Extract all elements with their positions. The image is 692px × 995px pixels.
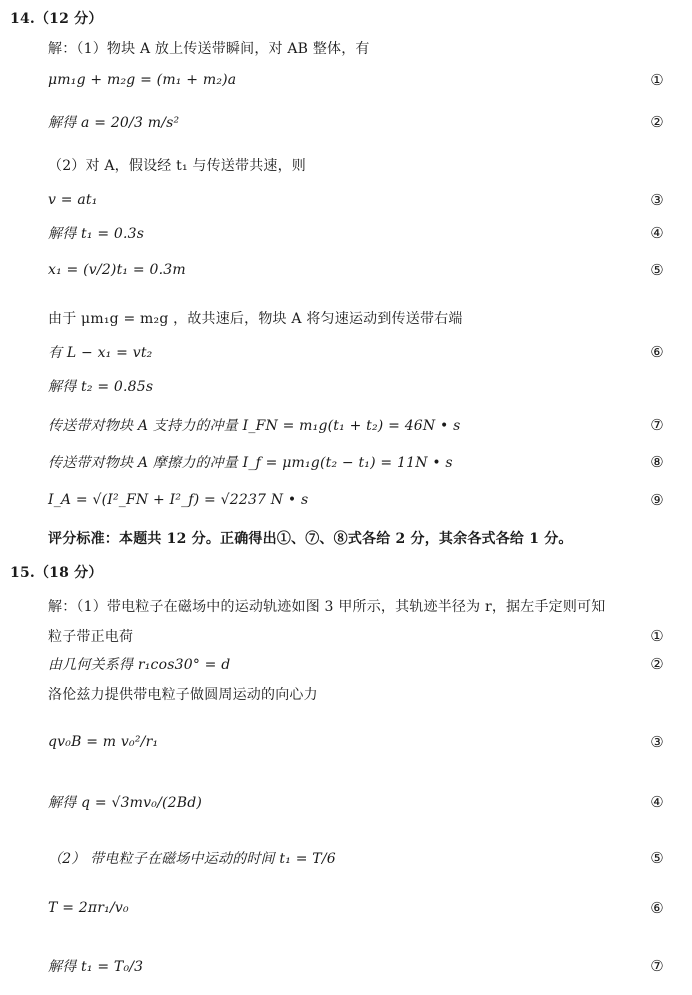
solution-text: 评分标准：本题共 12 分。正确得出①、⑦、⑧式各给 2 分，其余各式各给 1 分。 bbox=[48, 531, 573, 547]
solution-text: qv₀B = m v₀²/r₁ bbox=[48, 734, 159, 750]
solution-line bbox=[0, 337, 692, 367]
solution-line bbox=[0, 951, 692, 981]
solution-line bbox=[0, 787, 692, 817]
solution-text: 由几何关系得 r₁cos30° = d bbox=[48, 657, 231, 673]
solution-line bbox=[0, 410, 692, 440]
solution-line bbox=[0, 727, 692, 757]
solution-text: 解得 a = 20/3 m/s² bbox=[48, 115, 180, 131]
solution-text: μm₁g + m₂g = (m₁ + m₂)a bbox=[48, 72, 237, 88]
solution-text: 解得 t₂ = 0.85s bbox=[48, 379, 154, 395]
equation-number: ① bbox=[650, 627, 664, 645]
solution-line bbox=[0, 447, 692, 477]
solution-line bbox=[0, 33, 692, 63]
equation-number: ⑤ bbox=[650, 849, 664, 867]
solution-text: 解：（1）物块 A 放上传送带瞬间，对 AB 整体，有 bbox=[48, 41, 370, 57]
solution-text: 有 L − x₁ = vt₂ bbox=[48, 345, 153, 361]
question-heading: 14.（12 分） bbox=[10, 11, 103, 27]
solution-line bbox=[0, 621, 692, 651]
solution-line bbox=[0, 3, 692, 33]
solution-line bbox=[0, 557, 692, 587]
solution-line bbox=[0, 485, 692, 515]
solution-line bbox=[0, 185, 692, 215]
equation-number: ④ bbox=[650, 224, 664, 242]
solution-text: 洛伦兹力提供带电粒子做圆周运动的向心力 bbox=[48, 687, 318, 703]
equation-number: ⑥ bbox=[650, 343, 664, 361]
solution-line bbox=[0, 65, 692, 95]
solution-text: x₁ = (v/2)t₁ = 0.3m bbox=[48, 262, 186, 278]
solution-text: 解得 t₁ = T₀/3 bbox=[48, 959, 144, 975]
solution-line bbox=[0, 591, 692, 621]
equation-number: ③ bbox=[650, 191, 664, 209]
solution-text: I_A = √(I²_FN + I²_f) = √2237 N • s bbox=[48, 492, 309, 508]
solution-line bbox=[0, 523, 692, 553]
solution-line bbox=[0, 150, 692, 180]
equation-number: ⑤ bbox=[650, 261, 664, 279]
solution-line bbox=[0, 843, 692, 873]
equation-number: ② bbox=[650, 655, 664, 673]
solution-text: 传送带对物块 A 支持力的冲量 I_FN = m₁g(t₁ + t₂) = 46N • s bbox=[48, 418, 461, 434]
solution-text: 解得 q = √3mv₀/(2Bd) bbox=[48, 795, 203, 811]
solution-text: （2）对 A，假设经 t₁ 与传送带共速，则 bbox=[48, 158, 307, 174]
solution-text: T = 2πr₁/v₀ bbox=[48, 900, 129, 916]
equation-number: ⑦ bbox=[650, 416, 664, 434]
equation-number: ⑨ bbox=[650, 491, 664, 509]
equation-number: ② bbox=[650, 113, 664, 131]
solution-line bbox=[0, 107, 692, 137]
solution-text: （2） 带电粒子在磁场中运动的时间 t₁ = T/6 bbox=[48, 851, 336, 867]
solution-text: v = at₁ bbox=[48, 192, 98, 208]
solution-text: 粒子带正电荷 bbox=[48, 629, 134, 645]
equation-number: ③ bbox=[650, 733, 664, 751]
equation-number: ⑥ bbox=[650, 899, 664, 917]
solution-line bbox=[0, 218, 692, 248]
solution-line bbox=[0, 371, 692, 401]
solution-text: 解：（1）带电粒子在磁场中的运动轨迹如图 3 甲所示，其轨迹半径为 r，据左手定则可知 bbox=[48, 599, 606, 615]
solution-text: 由于 μm₁g = m₂g ，故共速后，物块 A 将匀速运动到传送带右端 bbox=[48, 311, 463, 327]
solution-line bbox=[0, 893, 692, 923]
solution-line bbox=[0, 679, 692, 709]
equation-number: ⑦ bbox=[650, 957, 664, 975]
equation-number: ① bbox=[650, 71, 664, 89]
solution-text: 解得 t₁ = 0.3s bbox=[48, 226, 145, 242]
solution-line bbox=[0, 255, 692, 285]
equation-number: ⑧ bbox=[650, 453, 664, 471]
solution-line bbox=[0, 649, 692, 679]
question-heading: 15.（18 分） bbox=[10, 565, 103, 581]
solution-line bbox=[0, 303, 692, 333]
solution-text: 传送带对物块 A 摩擦力的冲量 I_f = μm₁g(t₂ − t₁) = 11N • s bbox=[48, 455, 453, 471]
equation-number: ④ bbox=[650, 793, 664, 811]
